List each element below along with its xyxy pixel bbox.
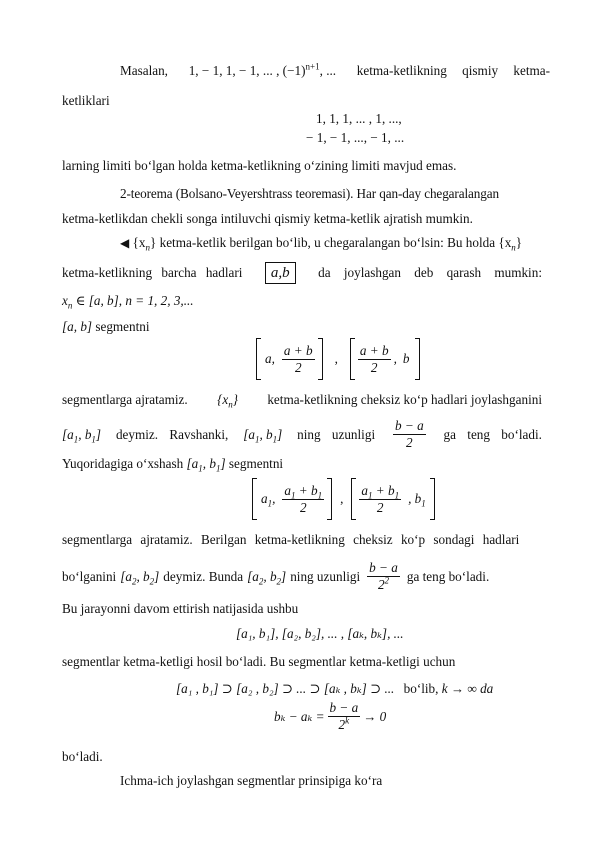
paragraph-2-line-3 (62, 455, 283, 473)
seg1-comma: , (393, 351, 397, 366)
proof-line-1 (120, 234, 522, 252)
seg1-separator: , (334, 351, 338, 366)
paragraph-1-rest: ketma-ketlikning qismiy ketma- (356, 63, 550, 78)
right-bracket-3 (327, 478, 332, 520)
boladi-line: bo‘ladi. (62, 749, 103, 764)
alternating-sequence: 1, − 1, 1, − 1, ... , $(-1)^{n+1}$, ... (188, 61, 337, 78)
seg2-b1: , $b_1$ (408, 491, 426, 509)
p3-l2c: ning uzunligi (290, 568, 361, 584)
paragraph-3-line-1: segmentlarga ajratamiz. Berilgan ketma-ketlikning cheksiz ko‘p sondagi hadlari (62, 532, 520, 547)
seg1-a: a, (265, 351, 275, 366)
paragraph-3-line-4: segmentlar ketma-ketligi hosil bo‘ladi. Bu segmentlar ketma-ketligi uchun (62, 654, 456, 669)
p3-l2d: ga teng bo‘ladi. (406, 568, 490, 584)
midpoint-fraction-1: $\frac{a + b}{2}$ (283, 342, 313, 375)
masalan-word: Masalan, (120, 63, 168, 78)
subsequence-2: − 1, − 1, ..., − 1, ... (306, 130, 405, 145)
segments-formula-1 (256, 338, 420, 380)
paragraph-2-line-1 (62, 391, 542, 409)
p2-line3-tail: segmentni (228, 456, 284, 471)
left-bracket-3 (252, 478, 257, 520)
right-bracket-2 (415, 338, 420, 380)
length-fraction-1: $\frac{b - a}{2}$ (394, 418, 424, 450)
segmentni-word: segmentni (95, 319, 150, 334)
paragraph-2-line-2 (62, 418, 542, 451)
right-bracket (318, 338, 323, 380)
subsequence-1: 1, 1, 1, ... , 1, ..., (316, 111, 402, 126)
p2-ga: ga teng bo‘ladi. (443, 426, 542, 442)
membership-text: ∈ [a, b], n = 1, 2, 3,... (75, 293, 194, 308)
seg2-a1: $a_1$, (261, 491, 276, 509)
tends-to-zero: → 0 (363, 708, 387, 724)
length-limit-formula (274, 700, 386, 733)
left-bracket-2 (350, 338, 355, 380)
segment-a-b: a,b (265, 262, 296, 284)
xn-set: $\{x_n\}$ (132, 235, 157, 253)
last-line: Ichma-ich joylashgan segmentlar prinsipiga ko‘ra (120, 773, 383, 788)
midpoint-fraction-3: $\frac{a_1 + b_1}{2}$ (284, 482, 323, 515)
xn-set-2: $\{x_n\}$ (498, 235, 523, 253)
bk-minus-ak: bₖ − aₖ = (274, 708, 325, 724)
nesting-tail: bo‘lib, (403, 681, 439, 696)
theorem-line-1: 2-teorema (Bolsano-Veyershtrass teoremasi). Har qan-day chegaralangan (120, 186, 500, 201)
nesting-chain: [a₁ , b₁] ⊃ [a₂ , b₂] ⊃ ... ⊃ [aₖ , bₖ] ⊃ ... (176, 681, 395, 696)
segment-a2-b2-2: [$a_2$, $b_2$] (247, 568, 287, 587)
midpoint-fraction-4: $\frac{a_1 + b_1}{2}$ (361, 482, 400, 515)
xn-var: $x_n$ (62, 293, 73, 311)
paragraph-3-line-3: Bu jarayonni davom ettirish natijasida ushbu (62, 601, 299, 616)
p3-l2a: bo‘lganini (62, 568, 117, 584)
proof-start-triangle-icon: ◀ (120, 236, 130, 250)
proof-line-2-tail: da joylashgan deb qarash mumkin: (318, 265, 542, 280)
paragraph-3-line-2 (62, 560, 489, 593)
segment-a1-b1: [$a_1$, $b_1$] (62, 426, 102, 445)
nested-segments (176, 680, 493, 698)
seg2-separator: , (340, 491, 344, 506)
theorem-line-2: ketma-ketlikdan chekli songa intiluvchi qismiy ketma-ketlik ajratish mumkin. (62, 211, 473, 226)
xn-set-3: $\{x_n\}$ (217, 392, 238, 410)
paragraph-1-line-2: ketliklari (62, 93, 110, 108)
proof-line-2 (62, 262, 542, 284)
proof-line-3 (62, 292, 194, 310)
left-bracket (256, 338, 261, 380)
k-limit: k → ∞ da (441, 681, 494, 696)
paragraph-1-line-1 (120, 62, 550, 80)
p2-line3-text: Yuqoridagiga o‘xshash (62, 456, 184, 471)
segment-a1-b1-2: [$a_1$, $b_1$] (243, 426, 283, 445)
segment-a1-b1-3: [$a_1$, $b_1$] (186, 456, 226, 474)
left-bracket-4 (351, 478, 356, 520)
length-fraction-2: $\frac{b - a}{2^2}$ (369, 560, 398, 592)
p2-line1-tail: ketma-ketlikning cheksiz ko‘p hadlari joylashganini (267, 392, 542, 407)
segments-formula-2 (252, 478, 435, 520)
seg1-b: b (402, 351, 410, 366)
segment-a2-b2: [$a_2$, $b_2$] (120, 568, 160, 587)
segment-ab-ref: [a, b] (62, 319, 93, 334)
proof-line-4 (62, 318, 150, 336)
paragraph-1-line-3: larning limiti bo‘lgan holda ketma-ketlikning o‘zining limiti mavjud emas. (62, 158, 457, 173)
p2-deymiz: deymiz. Ravshanki, (115, 426, 229, 442)
length-fraction-k: $\frac{b - a}{2^k}$ (329, 700, 359, 732)
p2-line1-text: segmentlarga ajratamiz. (62, 392, 188, 407)
right-bracket-4 (430, 478, 435, 520)
p3-l2b: deymiz. Bunda (163, 568, 244, 584)
proof-line-2-text: ketma-ketlikning barcha hadlari (62, 265, 243, 280)
segments-sequence: [a₁, b₁], [a₂, b₂], ... , [aₖ, bₖ], ... (236, 626, 404, 641)
midpoint-fraction-2: $\frac{a + b}{2}$ (359, 342, 389, 375)
p2-ning: ning uzunligi (297, 426, 376, 442)
proof-line-1-text: ketma-ketlik berilgan bo‘lib, u chegaralangan bo‘lsin: Bu holda (159, 235, 496, 250)
